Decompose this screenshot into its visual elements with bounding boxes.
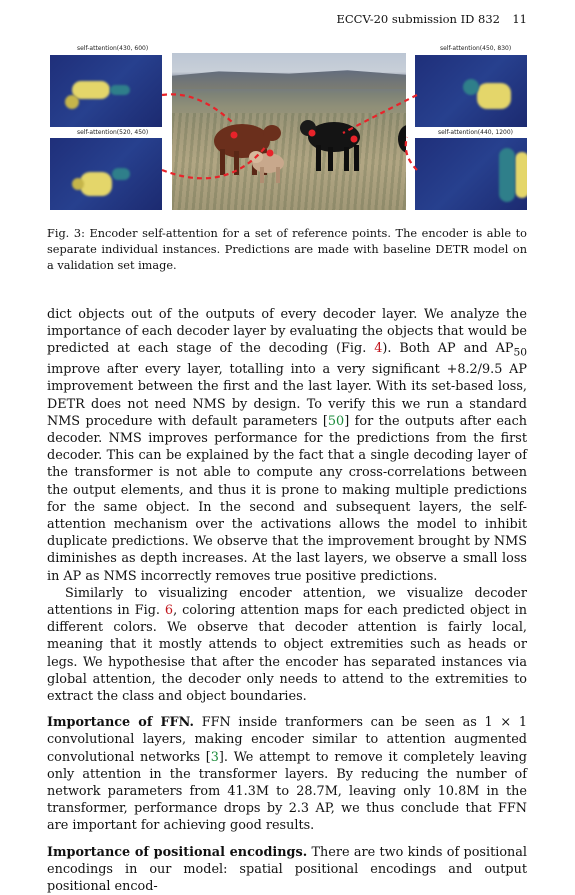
paragraph-positional-encodings: Importance of positional encodings. There are two kinds of positional encodings in our model: spatial positional encodings and output positional encod- — [47, 844, 527, 895]
running-title: ECCV-20 submission ID 832 — [336, 12, 500, 26]
figure-3 — [47, 45, 527, 215]
attention-connectors — [47, 45, 527, 215]
body-text — [47, 306, 527, 895]
page-header — [0, 12, 575, 28]
paragraph-ffn: Importance of FFN. FFN inside tranformers can be seen as 1 × 1 convolutional layers, making encoder similar to attention augmented convolutional networks [3]. We attempt to remove it completely leaving only attention in the transformer layers. By reducing the number of network parameters from 41.3M to 28.7M, leaving only 10.8M in the transformer, performance drops by 2.3 AP, we thus conclude that FFN are important for achieving good results. — [47, 715, 527, 834]
section-heading-ffn: Importance of FFN. — [47, 715, 194, 731]
figure-caption: Fig. 3: Encoder self-attention for a set of reference points. The encoder is able to separate individual instances. Predictions are made with baseline DETR model on a validation set image. — [47, 227, 527, 273]
panel-label-top-right: self-attention(450, 830) — [440, 45, 512, 52]
paragraph-decoder-layers: dict objects out of the outputs of every decoder layer. We analyze the importance of each decoder layer by evaluating the objects that would be predicted at each stage of the decoding (Fig. 4). Both AP and $AP_{50}$ improve after every layer, totalling into a very significant +8.2/9.5 AP improvement between the first and the last layer. With its set-based loss, DETR does not need NMS by design. To verify this we run a standard NMS procedure with default parameters [50] for the outputs after each decoder. NMS improves performance for the predictions from the first decoder. This can be explained by the fact that a single decoding layer of the transformer is not able to compute any cross-correlations between the output elements, and thus it is prone to making multiple predictions for the same object. In the second and subsequent layers, the self-attention mechanism over the activations allows the model to inhibit duplicate predictions. We observe that the improvement brought by NMS diminishes as depth increases. At the last layers, we observe a small loss in AP as NMS incorrectly removes true positive predictions. — [47, 307, 528, 584]
section-heading-positional: Importance of positional encodings. — [47, 844, 308, 860]
panel-label-bottom-right: self-attention(440, 1200) — [438, 129, 514, 136]
paragraph-decoder-attention: Similarly to visualizing encoder attention, we visualize decoder attentions in Fig. 6, coloring attention maps for each predicted object in different colors. We observe that decoder attention is fairly local, meaning that it mostly attends to object extremities such as heads or legs. We hypothesise that after the encoder has separated instances via global attention, the decoder only needs to attend to the extremities to extract the class and object boundaries. — [47, 585, 527, 705]
citation-link[interactable]: 50 — [327, 413, 345, 429]
figure-ref-link[interactable]: 4 — [374, 341, 383, 357]
citation-link[interactable]: 3 — [210, 749, 219, 765]
panel-label-bottom-left: self-attention(520, 450) — [77, 129, 149, 136]
figure-ref-link[interactable]: 6 — [164, 603, 174, 618]
page-number: 11 — [512, 12, 527, 26]
panel-label-top-left: self-attention(430, 600) — [77, 45, 149, 52]
